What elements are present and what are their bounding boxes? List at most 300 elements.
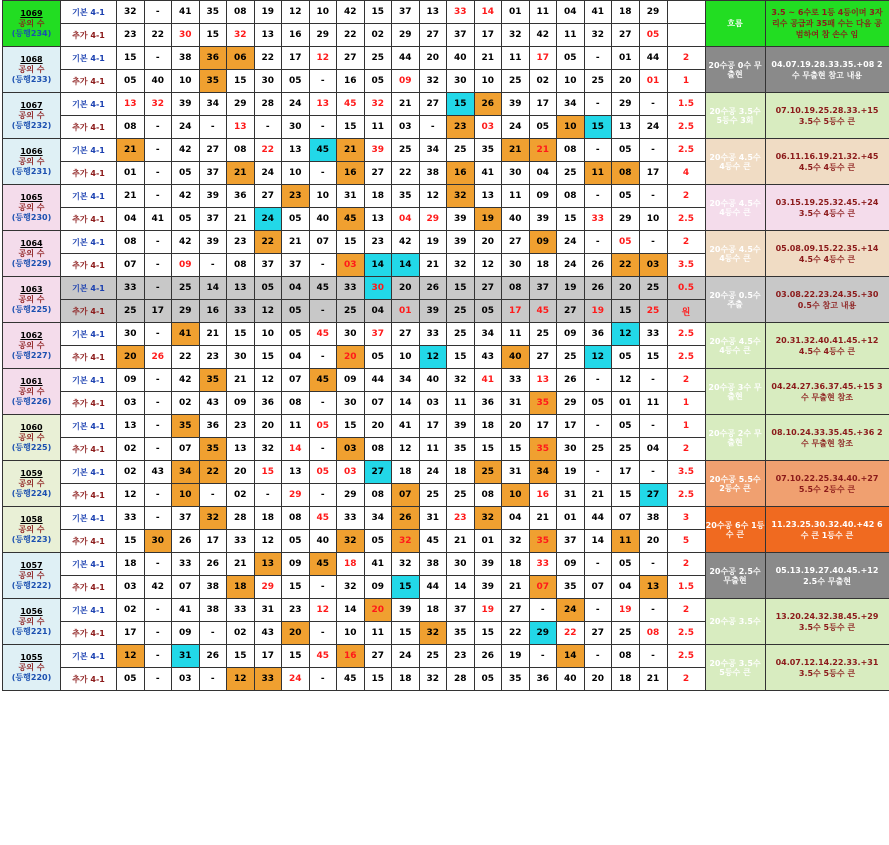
number-cell: 12 <box>612 369 640 392</box>
row-type: 기본 4-1 <box>61 139 117 162</box>
number-cell: 12 <box>474 254 502 277</box>
number-cell: 27 <box>419 93 447 116</box>
number-cell: 27 <box>392 323 420 346</box>
number-cell: 18 <box>419 599 447 622</box>
number-cell: 08 <box>474 484 502 507</box>
table-row <box>3 553 889 576</box>
round-seq: (등행233) <box>11 74 52 84</box>
number-cell: 19 <box>612 599 640 622</box>
number-cell: 27 <box>364 162 392 185</box>
row-type: 추가 4-1 <box>61 208 117 231</box>
number-cell: 09 <box>557 323 585 346</box>
number-cell: 32 <box>144 93 172 116</box>
score-cell: 2.5 <box>667 346 705 369</box>
number-cell: 12 <box>419 185 447 208</box>
number-cell: - <box>639 553 667 576</box>
table-row <box>3 47 889 70</box>
number-cell: - <box>639 93 667 116</box>
table-row <box>3 323 889 346</box>
number-cell: 45 <box>309 553 337 576</box>
number-cell: - <box>584 599 612 622</box>
score-cell: 2 <box>667 369 705 392</box>
number-cell: 32 <box>199 507 227 530</box>
row-type: 기본 4-1 <box>61 369 117 392</box>
number-cell: - <box>309 484 337 507</box>
number-cell: 45 <box>309 369 337 392</box>
status-cell: 20수공 3.5수 5등수 큰 <box>705 645 765 691</box>
note-cell: 06.11.16.19.21.32.+45 4.5수 4등수 큰 <box>765 139 889 185</box>
note-cell: 04.07.12.14.22.33.+31 3.5수 5등수 큰 <box>765 645 889 691</box>
number-cell: - <box>639 599 667 622</box>
number-cell: 30 <box>364 277 392 300</box>
status-cell: 20수공 2.5수 무출현 <box>705 553 765 599</box>
number-cell: 18 <box>364 185 392 208</box>
number-cell: 17 <box>282 47 310 70</box>
number-cell: 42 <box>529 24 557 47</box>
number-cell: 14 <box>392 392 420 415</box>
number-cell: 32 <box>447 369 475 392</box>
number-cell: 43 <box>474 346 502 369</box>
number-cell: 08 <box>282 392 310 415</box>
number-cell: 18 <box>612 1 640 24</box>
round-label-cell <box>3 645 61 691</box>
round-label-cell <box>3 461 61 507</box>
number-cell: 13 <box>227 116 255 139</box>
number-cell: 35 <box>199 438 227 461</box>
round-number: 1057 <box>20 560 43 570</box>
number-cell: 15 <box>639 346 667 369</box>
round-number: 1069 <box>20 8 43 18</box>
round-label-cell <box>3 231 61 277</box>
number-cell: 41 <box>144 208 172 231</box>
score-cell: 4 <box>667 162 705 185</box>
number-cell: 25 <box>529 323 557 346</box>
number-cell: 40 <box>502 346 530 369</box>
number-cell: 23 <box>447 507 475 530</box>
number-cell: - <box>144 254 172 277</box>
number-cell: 05 <box>309 415 337 438</box>
number-cell: - <box>144 162 172 185</box>
number-cell: 29 <box>254 576 282 599</box>
table-row <box>3 599 889 622</box>
number-cell: 15 <box>199 24 227 47</box>
number-cell: 20 <box>117 346 145 369</box>
number-cell: 05 <box>282 70 310 93</box>
score-cell: 1.5 <box>667 576 705 599</box>
number-cell: - <box>584 139 612 162</box>
number-cell: 23 <box>447 645 475 668</box>
number-cell: 17 <box>419 415 447 438</box>
number-cell: - <box>144 116 172 139</box>
number-cell: 25 <box>639 277 667 300</box>
number-cell: 42 <box>172 231 200 254</box>
number-cell: 01 <box>639 70 667 93</box>
note-cell: 07.10.19.25.28.33.+15 3.5수 5등수 큰 <box>765 93 889 139</box>
number-cell: 22 <box>612 254 640 277</box>
number-cell: 07 <box>529 576 557 599</box>
note-cell: 11.23.25.30.32.40.+42 6수 큰 1등수 큰 <box>765 507 889 553</box>
number-cell: 40 <box>309 208 337 231</box>
number-cell: 24 <box>557 254 585 277</box>
number-cell: 45 <box>419 530 447 553</box>
number-cell: 26 <box>392 507 420 530</box>
number-cell: - <box>309 162 337 185</box>
number-cell: 13 <box>254 553 282 576</box>
number-cell: 14 <box>199 277 227 300</box>
number-cell: 02 <box>227 622 255 645</box>
number-cell: 10 <box>557 70 585 93</box>
number-cell: 17 <box>254 645 282 668</box>
number-cell: 21 <box>117 185 145 208</box>
number-cell: 03 <box>172 668 200 691</box>
number-cell: 12 <box>227 668 255 691</box>
number-cell: 24 <box>639 116 667 139</box>
number-cell: 37 <box>172 507 200 530</box>
row-type: 추가 4-1 <box>61 622 117 645</box>
number-cell: - <box>309 438 337 461</box>
number-cell: 30 <box>172 24 200 47</box>
number-cell: - <box>584 185 612 208</box>
number-cell: 14 <box>584 530 612 553</box>
score-cell: 1 <box>667 415 705 438</box>
number-cell: 07 <box>117 254 145 277</box>
number-cell: 35 <box>172 415 200 438</box>
round-seq: (등행221) <box>11 626 52 636</box>
status-cell: 20수공 3수 무출현 <box>705 369 765 415</box>
number-cell: 20 <box>364 599 392 622</box>
number-cell: 16 <box>282 24 310 47</box>
round-label-cell <box>3 277 61 323</box>
number-cell: 15 <box>227 70 255 93</box>
round-number: 1061 <box>20 376 43 386</box>
number-cell: 41 <box>172 599 200 622</box>
number-cell: 04 <box>502 507 530 530</box>
number-cell: 23 <box>364 231 392 254</box>
number-cell: 02 <box>117 461 145 484</box>
number-cell: 01 <box>117 162 145 185</box>
number-cell: 25 <box>364 47 392 70</box>
number-cell: 11 <box>502 323 530 346</box>
number-cell: 25 <box>117 300 145 323</box>
round-number: 1056 <box>20 606 43 616</box>
number-cell: 26 <box>419 277 447 300</box>
number-cell: 03 <box>392 116 420 139</box>
number-cell: 20 <box>612 70 640 93</box>
number-cell: - <box>309 254 337 277</box>
number-cell: 38 <box>639 507 667 530</box>
number-cell: 23 <box>227 231 255 254</box>
number-cell: 32 <box>117 1 145 24</box>
number-cell: 25 <box>502 70 530 93</box>
note-cell: 05.08.09.15.22.35.+14 4.5수 4등수 큰 <box>765 231 889 277</box>
note-cell: 08.10.24.33.35.45.+36 2수 무출현 참조 <box>765 415 889 461</box>
row-type: 추가 4-1 <box>61 346 117 369</box>
number-cell: 21 <box>474 47 502 70</box>
number-cell: 39 <box>419 300 447 323</box>
number-cell: 38 <box>172 47 200 70</box>
number-cell: 17 <box>529 93 557 116</box>
number-cell: 27 <box>254 185 282 208</box>
number-cell: 18 <box>117 553 145 576</box>
number-cell: 24 <box>254 208 282 231</box>
number-cell: 31 <box>419 507 447 530</box>
round-label: 공의 수 <box>18 64 45 74</box>
round-label-cell <box>3 47 61 93</box>
number-cell: 03 <box>337 461 365 484</box>
number-cell: 24 <box>254 162 282 185</box>
number-cell: 39 <box>502 93 530 116</box>
number-cell: 04 <box>529 162 557 185</box>
score-cell: 1 <box>667 70 705 93</box>
number-cell: 05 <box>364 530 392 553</box>
number-cell: 20 <box>392 277 420 300</box>
number-cell: 34 <box>392 369 420 392</box>
number-cell: 01 <box>612 47 640 70</box>
round-label-cell <box>3 599 61 645</box>
number-cell: 32 <box>337 530 365 553</box>
note-cell: 07.10.22.25.34.40.+27 5.5수 2등수 큰 <box>765 461 889 507</box>
number-cell: 27 <box>419 24 447 47</box>
number-cell: 30 <box>254 70 282 93</box>
row-type: 기본 4-1 <box>61 415 117 438</box>
number-cell: - <box>639 415 667 438</box>
score-cell: 0.5 <box>667 277 705 300</box>
number-cell: 35 <box>447 622 475 645</box>
round-label-cell <box>3 507 61 553</box>
number-cell: 09 <box>117 369 145 392</box>
number-cell: 11 <box>419 438 447 461</box>
score-cell: 3.5 <box>667 461 705 484</box>
number-cell: 13 <box>612 116 640 139</box>
number-cell: - <box>584 231 612 254</box>
number-cell: 31 <box>172 645 200 668</box>
number-cell: 40 <box>502 208 530 231</box>
number-cell: 29 <box>227 93 255 116</box>
number-cell: 15 <box>364 1 392 24</box>
number-cell: 15 <box>474 622 502 645</box>
number-cell: 20 <box>502 415 530 438</box>
number-cell: 39 <box>199 185 227 208</box>
row-type: 기본 4-1 <box>61 461 117 484</box>
number-cell: 33 <box>227 599 255 622</box>
note-cell: 13.20.24.32.38.45.+29 3.5수 5등수 큰 <box>765 599 889 645</box>
number-cell: 26 <box>584 277 612 300</box>
number-cell: - <box>144 622 172 645</box>
number-cell: 32 <box>447 254 475 277</box>
table-row <box>3 231 889 254</box>
number-cell: 23 <box>447 116 475 139</box>
round-label: 공의 수 <box>18 570 45 580</box>
number-cell: 05 <box>612 553 640 576</box>
score-cell: 원 <box>667 300 705 323</box>
number-cell: 14 <box>392 254 420 277</box>
round-number: 1062 <box>20 330 43 340</box>
number-cell: 27 <box>557 300 585 323</box>
number-cell: - <box>144 185 172 208</box>
number-cell: 34 <box>364 507 392 530</box>
number-cell: 22 <box>557 622 585 645</box>
round-number: 1060 <box>20 422 43 432</box>
number-cell: 09 <box>392 70 420 93</box>
round-seq: (등행223) <box>11 534 52 544</box>
number-cell: 17 <box>502 300 530 323</box>
row-type: 추가 4-1 <box>61 438 117 461</box>
number-cell: 15 <box>227 645 255 668</box>
number-cell: - <box>419 116 447 139</box>
number-cell: 22 <box>254 139 282 162</box>
number-cell: 33 <box>337 277 365 300</box>
table-row <box>3 369 889 392</box>
number-cell: 41 <box>172 323 200 346</box>
round-label: 공의 수 <box>18 616 45 626</box>
number-cell: 21 <box>337 139 365 162</box>
round-seq: (등행225) <box>11 304 52 314</box>
number-cell: 09 <box>172 622 200 645</box>
number-cell: 33 <box>419 323 447 346</box>
number-cell: 21 <box>227 162 255 185</box>
number-cell: 32 <box>392 553 420 576</box>
note-cell: 04.07.19.28.33.35.+08 2수 무출현 참고 내용 <box>765 47 889 93</box>
number-cell: - <box>529 599 557 622</box>
number-cell: 14 <box>364 254 392 277</box>
number-cell: 32 <box>337 576 365 599</box>
number-cell: 12 <box>392 438 420 461</box>
number-cell: 40 <box>557 668 585 691</box>
number-cell: 21 <box>502 139 530 162</box>
number-cell: 37 <box>447 24 475 47</box>
round-number: 1065 <box>20 192 43 202</box>
number-cell: 27 <box>502 231 530 254</box>
status-cell: 20수공 5.5수 2등수 큰 <box>705 461 765 507</box>
number-cell: 25 <box>392 139 420 162</box>
number-cell: 09 <box>529 185 557 208</box>
number-cell: 45 <box>309 645 337 668</box>
number-cell: 23 <box>117 24 145 47</box>
row-type: 추가 4-1 <box>61 116 117 139</box>
round-label: 공의 수 <box>18 18 45 28</box>
number-cell: 10 <box>254 323 282 346</box>
round-label: 공의 수 <box>18 662 45 672</box>
number-cell: 08 <box>227 139 255 162</box>
number-cell: 12 <box>419 346 447 369</box>
number-cell: 15 <box>227 323 255 346</box>
number-cell: 05 <box>282 323 310 346</box>
number-cell: 29 <box>392 24 420 47</box>
score-cell: 2.5 <box>667 139 705 162</box>
number-cell: 08 <box>612 645 640 668</box>
number-cell: 10 <box>639 208 667 231</box>
number-cell: 34 <box>419 139 447 162</box>
number-cell: 18 <box>612 668 640 691</box>
number-cell: - <box>529 645 557 668</box>
number-cell: 05 <box>254 277 282 300</box>
number-cell: 03 <box>474 116 502 139</box>
number-cell: 44 <box>364 369 392 392</box>
number-cell: 45 <box>309 323 337 346</box>
number-cell: 36 <box>474 392 502 415</box>
number-cell: 17 <box>117 622 145 645</box>
number-cell: 29 <box>419 208 447 231</box>
number-cell: 12 <box>309 47 337 70</box>
number-cell: 03 <box>337 438 365 461</box>
round-number: 1067 <box>20 100 43 110</box>
row-type: 추가 4-1 <box>61 162 117 185</box>
number-cell: 26 <box>199 645 227 668</box>
table-row <box>3 415 889 438</box>
number-cell: 45 <box>337 208 365 231</box>
number-cell: 29 <box>337 484 365 507</box>
status-cell: 20수공 4.5수 4등수 큰 <box>705 185 765 231</box>
number-cell: 17 <box>199 530 227 553</box>
number-cell: 08 <box>117 116 145 139</box>
number-cell: 15 <box>254 461 282 484</box>
number-cell: 27 <box>584 622 612 645</box>
number-cell: 03 <box>117 576 145 599</box>
score-cell: 5 <box>667 530 705 553</box>
number-cell: 31 <box>502 392 530 415</box>
number-cell: 15 <box>557 208 585 231</box>
number-cell: 16 <box>199 300 227 323</box>
number-cell: 31 <box>337 185 365 208</box>
number-cell: - <box>144 139 172 162</box>
number-cell: 22 <box>254 47 282 70</box>
number-cell: 03 <box>639 254 667 277</box>
number-cell: - <box>144 484 172 507</box>
number-cell: 44 <box>584 507 612 530</box>
number-cell: 41 <box>474 369 502 392</box>
number-cell: 27 <box>199 139 227 162</box>
score-cell: 2 <box>667 231 705 254</box>
number-cell: 05 <box>557 47 585 70</box>
number-cell: 36 <box>227 185 255 208</box>
round-number: 1068 <box>20 54 43 64</box>
note-cell: 20.31.32.40.41.45.+12 4.5수 4등수 큰 <box>765 323 889 369</box>
note-cell: 03.08.22.23.24.35.+30 0.5수 참고 내용 <box>765 277 889 323</box>
row-type: 기본 4-1 <box>61 1 117 24</box>
number-cell: 07 <box>612 507 640 530</box>
table-row <box>3 139 889 162</box>
number-cell: - <box>144 507 172 530</box>
number-cell: - <box>144 231 172 254</box>
number-cell: 25 <box>584 70 612 93</box>
number-cell: 05 <box>584 392 612 415</box>
number-cell: 05 <box>529 116 557 139</box>
number-cell: 25 <box>419 484 447 507</box>
round-label-cell <box>3 1 61 47</box>
number-cell: 45 <box>337 668 365 691</box>
number-cell: 44 <box>419 576 447 599</box>
number-cell: 17 <box>474 24 502 47</box>
round-number: 1064 <box>20 238 43 248</box>
round-label: 공의 수 <box>18 524 45 534</box>
number-cell: 11 <box>557 24 585 47</box>
number-cell: 10 <box>474 70 502 93</box>
number-cell: 39 <box>447 208 475 231</box>
number-cell: 33 <box>502 369 530 392</box>
number-cell: 24 <box>392 645 420 668</box>
round-seq: (등행229) <box>11 258 52 268</box>
number-cell: 42 <box>172 185 200 208</box>
number-cell: 22 <box>337 24 365 47</box>
number-cell: 02 <box>364 24 392 47</box>
number-cell: 06 <box>227 47 255 70</box>
number-cell: 02 <box>529 70 557 93</box>
number-cell: 17 <box>612 461 640 484</box>
number-cell: 13 <box>227 438 255 461</box>
number-cell: 18 <box>474 415 502 438</box>
number-cell: 30 <box>337 323 365 346</box>
number-cell: 39 <box>474 553 502 576</box>
